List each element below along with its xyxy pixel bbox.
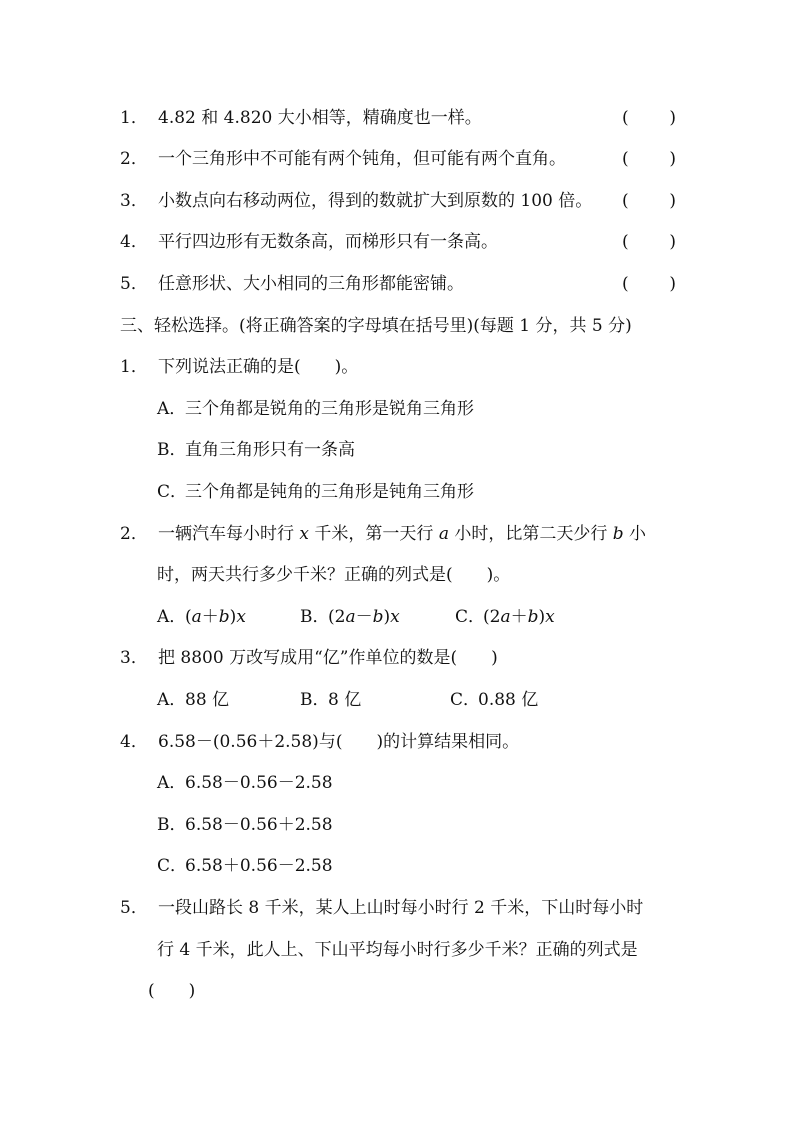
judge-item-text: 小数点向右移动两位，得到的数就扩大到原数的 100 倍。	[158, 191, 593, 211]
judge-item-2	[120, 148, 566, 170]
question-2-option-b[interactable]	[300, 606, 400, 628]
question-text: 把 8800 万改写成用“亿”作单位的数是( )	[158, 648, 498, 668]
right-paren: )	[669, 232, 676, 252]
judge-item-text: 平行四边形有无数条高，而梯形只有一条高。	[158, 232, 498, 252]
option-label: A．	[157, 773, 187, 793]
option-text: 8 亿	[328, 690, 362, 710]
left-paren: (	[622, 191, 629, 211]
question-text: 小	[623, 524, 647, 544]
question-5-answer-blank[interactable]: ( )	[148, 981, 196, 1001]
judge-item-text: 任意形状、大小相同的三角形都能密铺。	[158, 274, 464, 294]
judge-answer-blank-5[interactable]	[622, 273, 676, 295]
judge-answer-blank-3[interactable]	[622, 190, 676, 212]
judge-answer-blank-2[interactable]	[622, 148, 676, 170]
option-label: C．	[450, 690, 481, 710]
judge-item-number: 2．	[120, 149, 148, 169]
option-label: A．	[157, 607, 187, 627]
option-text: 0.88 亿	[478, 690, 539, 710]
question-text: 6.58－(0.56＋2.58)与( )的计算结果相同。	[158, 732, 520, 752]
left-paren: (	[622, 149, 629, 169]
left-paren: (	[622, 108, 629, 128]
question-2-option-a[interactable]	[157, 606, 246, 628]
question-text: 下列说法正确的是( )。	[158, 357, 359, 377]
section-heading: 三、轻松选择。(将正确答案的字母填在括号里)(每题 1 分，共 5 分)	[120, 316, 632, 336]
judge-answer-blank-4[interactable]	[622, 231, 676, 253]
question-3-option-a[interactable]	[157, 689, 229, 711]
option-text: 三个角都是钝角的三角形是钝角三角形	[185, 482, 474, 502]
question-5-stem-line-2: 行 4 千米，此人上、下山平均每小时行多少千米？正确的列式是	[157, 940, 638, 960]
option-label: C．	[157, 482, 188, 502]
question-4-stem	[120, 731, 519, 753]
judge-item-number: 5．	[120, 274, 148, 294]
option-text: 6.58－0.56－2.58	[185, 773, 333, 793]
judge-item-3	[120, 190, 592, 212]
judge-item-1	[120, 107, 482, 129]
question-1-option-a[interactable]	[157, 398, 474, 420]
left-paren: (	[622, 274, 629, 294]
right-paren: )	[669, 149, 676, 169]
judge-item-5	[120, 273, 464, 295]
question-2-stem-line-2: 时，两天共行多少千米？正确的列式是( )。	[157, 565, 511, 585]
option-text: (2a＋b)x	[483, 607, 555, 627]
question-4-option-c[interactable]	[157, 855, 333, 877]
option-text: (2a－b)x	[328, 607, 400, 627]
question-text: 小时，比第二天少行	[448, 524, 613, 544]
right-paren: )	[669, 108, 676, 128]
question-text: 一段山路长 8 千米，某人上山时每小时行 2 千米，下山时每小时	[158, 898, 644, 918]
option-label: B．	[300, 607, 330, 627]
option-text: 6.58＋0.56－2.58	[185, 856, 333, 876]
question-5-stem-line-1	[120, 897, 643, 919]
question-1-stem	[120, 356, 358, 378]
question-3-option-c[interactable]	[450, 689, 538, 711]
option-label: B．	[157, 815, 187, 835]
option-label: B．	[157, 440, 187, 460]
question-number: 5．	[120, 898, 148, 918]
left-paren: (	[622, 232, 629, 252]
option-text: 三个角都是锐角的三角形是锐角三角形	[185, 399, 474, 419]
variable-x: x	[299, 524, 309, 544]
judge-item-text: 一个三角形中不可能有两个钝角，但可能有两个直角。	[158, 149, 566, 169]
judge-item-4	[120, 231, 498, 253]
question-2-option-c[interactable]	[455, 606, 555, 628]
option-label: A．	[157, 690, 187, 710]
option-text: (a＋b)x	[185, 607, 246, 627]
judge-item-text: 4.82 和 4.820 大小相等，精确度也一样。	[158, 108, 482, 128]
option-text: 88 亿	[185, 690, 230, 710]
variable-a: a	[438, 524, 449, 544]
judge-item-number: 3．	[120, 191, 148, 211]
question-text: 一辆汽车每小时行	[158, 524, 300, 544]
right-paren: )	[669, 274, 676, 294]
option-label: A．	[157, 399, 187, 419]
question-3-stem	[120, 647, 498, 669]
question-number: 1．	[120, 357, 148, 377]
question-number: 3．	[120, 648, 148, 668]
judge-item-number: 1．	[120, 108, 148, 128]
judge-answer-blank-1[interactable]	[622, 107, 676, 129]
judge-item-number: 4．	[120, 232, 148, 252]
option-label: B．	[300, 690, 330, 710]
question-1-option-b[interactable]	[157, 439, 355, 461]
option-text: 直角三角形只有一条高	[185, 440, 355, 460]
question-number: 4．	[120, 732, 148, 752]
question-number: 2．	[120, 524, 148, 544]
question-4-option-a[interactable]	[157, 772, 333, 794]
question-2-stem-line-1	[120, 523, 646, 545]
variable-b: b	[612, 524, 624, 544]
question-3-option-b[interactable]	[300, 689, 361, 711]
option-text: 6.58－0.56＋2.58	[185, 815, 333, 835]
question-text: 千米，第一天行	[309, 524, 439, 544]
question-1-option-c[interactable]	[157, 481, 474, 503]
right-paren: )	[669, 191, 676, 211]
question-4-option-b[interactable]	[157, 814, 333, 836]
option-label: C．	[455, 607, 486, 627]
option-label: C．	[157, 856, 188, 876]
